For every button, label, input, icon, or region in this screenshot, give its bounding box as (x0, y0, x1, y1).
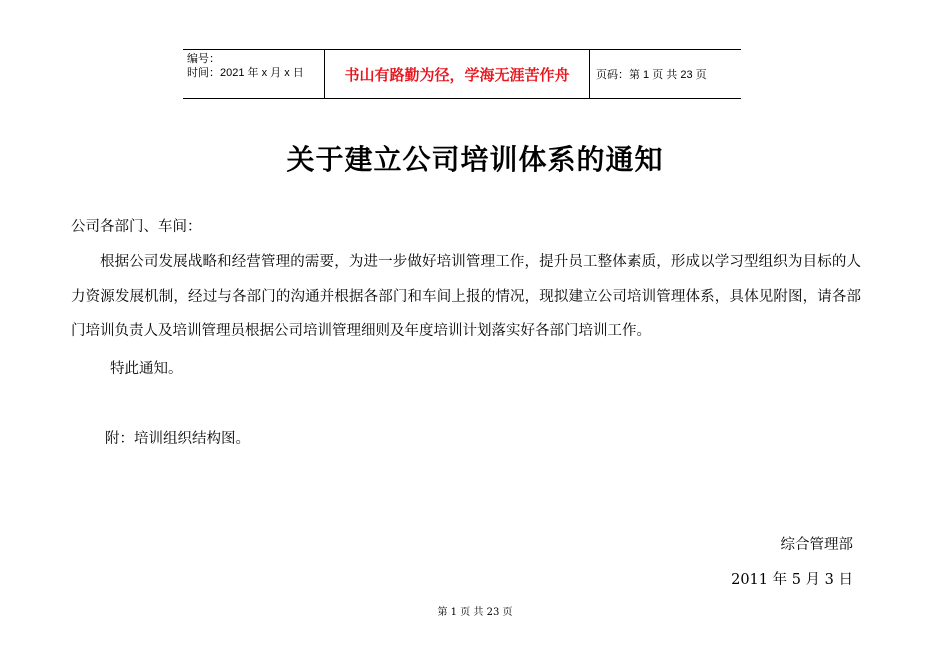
salutation: 公司各部门、车间： (71, 219, 202, 235)
header-page-cell (590, 50, 741, 98)
body-paragraph: 根据公司发展战略和经营管理的需要，为进一步做好培训管理工作，提升员工整体素质，形成以学习型组织为目标的人力资源发展机制，经过与各部门的沟通并根据各部门和车间上报的情况，现拟建立公司培训管理体系，具体见附图，请各部门培训负责人及培训管理员根据公司培训管理细则及年度培训计划落实好各部门培训工作。 (71, 254, 861, 339)
page-footer: 第 1 页 共 23 页 (437, 607, 513, 618)
serial-number-label: 编号： (187, 53, 220, 65)
signature-date: 2011 年 5 月 3 日 (731, 572, 853, 588)
closing-line: 特此通知。 (110, 361, 183, 377)
header-meta-cell (183, 50, 325, 98)
page-header (183, 49, 741, 99)
date-line: 时间：2021 年 x 月 x 日 (187, 67, 304, 79)
signature-department: 综合管理部 (780, 537, 853, 553)
attachment-note: 附：培训组织结构图。 (105, 431, 250, 447)
document-title: 关于建立公司培训体系的通知 (286, 143, 664, 176)
motto-text: 书山有路勤为径，学海无涯苦作舟 (344, 66, 570, 84)
page-info: 页码：第 1 页 共 23 页 (596, 69, 707, 81)
header-motto-cell (325, 50, 590, 98)
